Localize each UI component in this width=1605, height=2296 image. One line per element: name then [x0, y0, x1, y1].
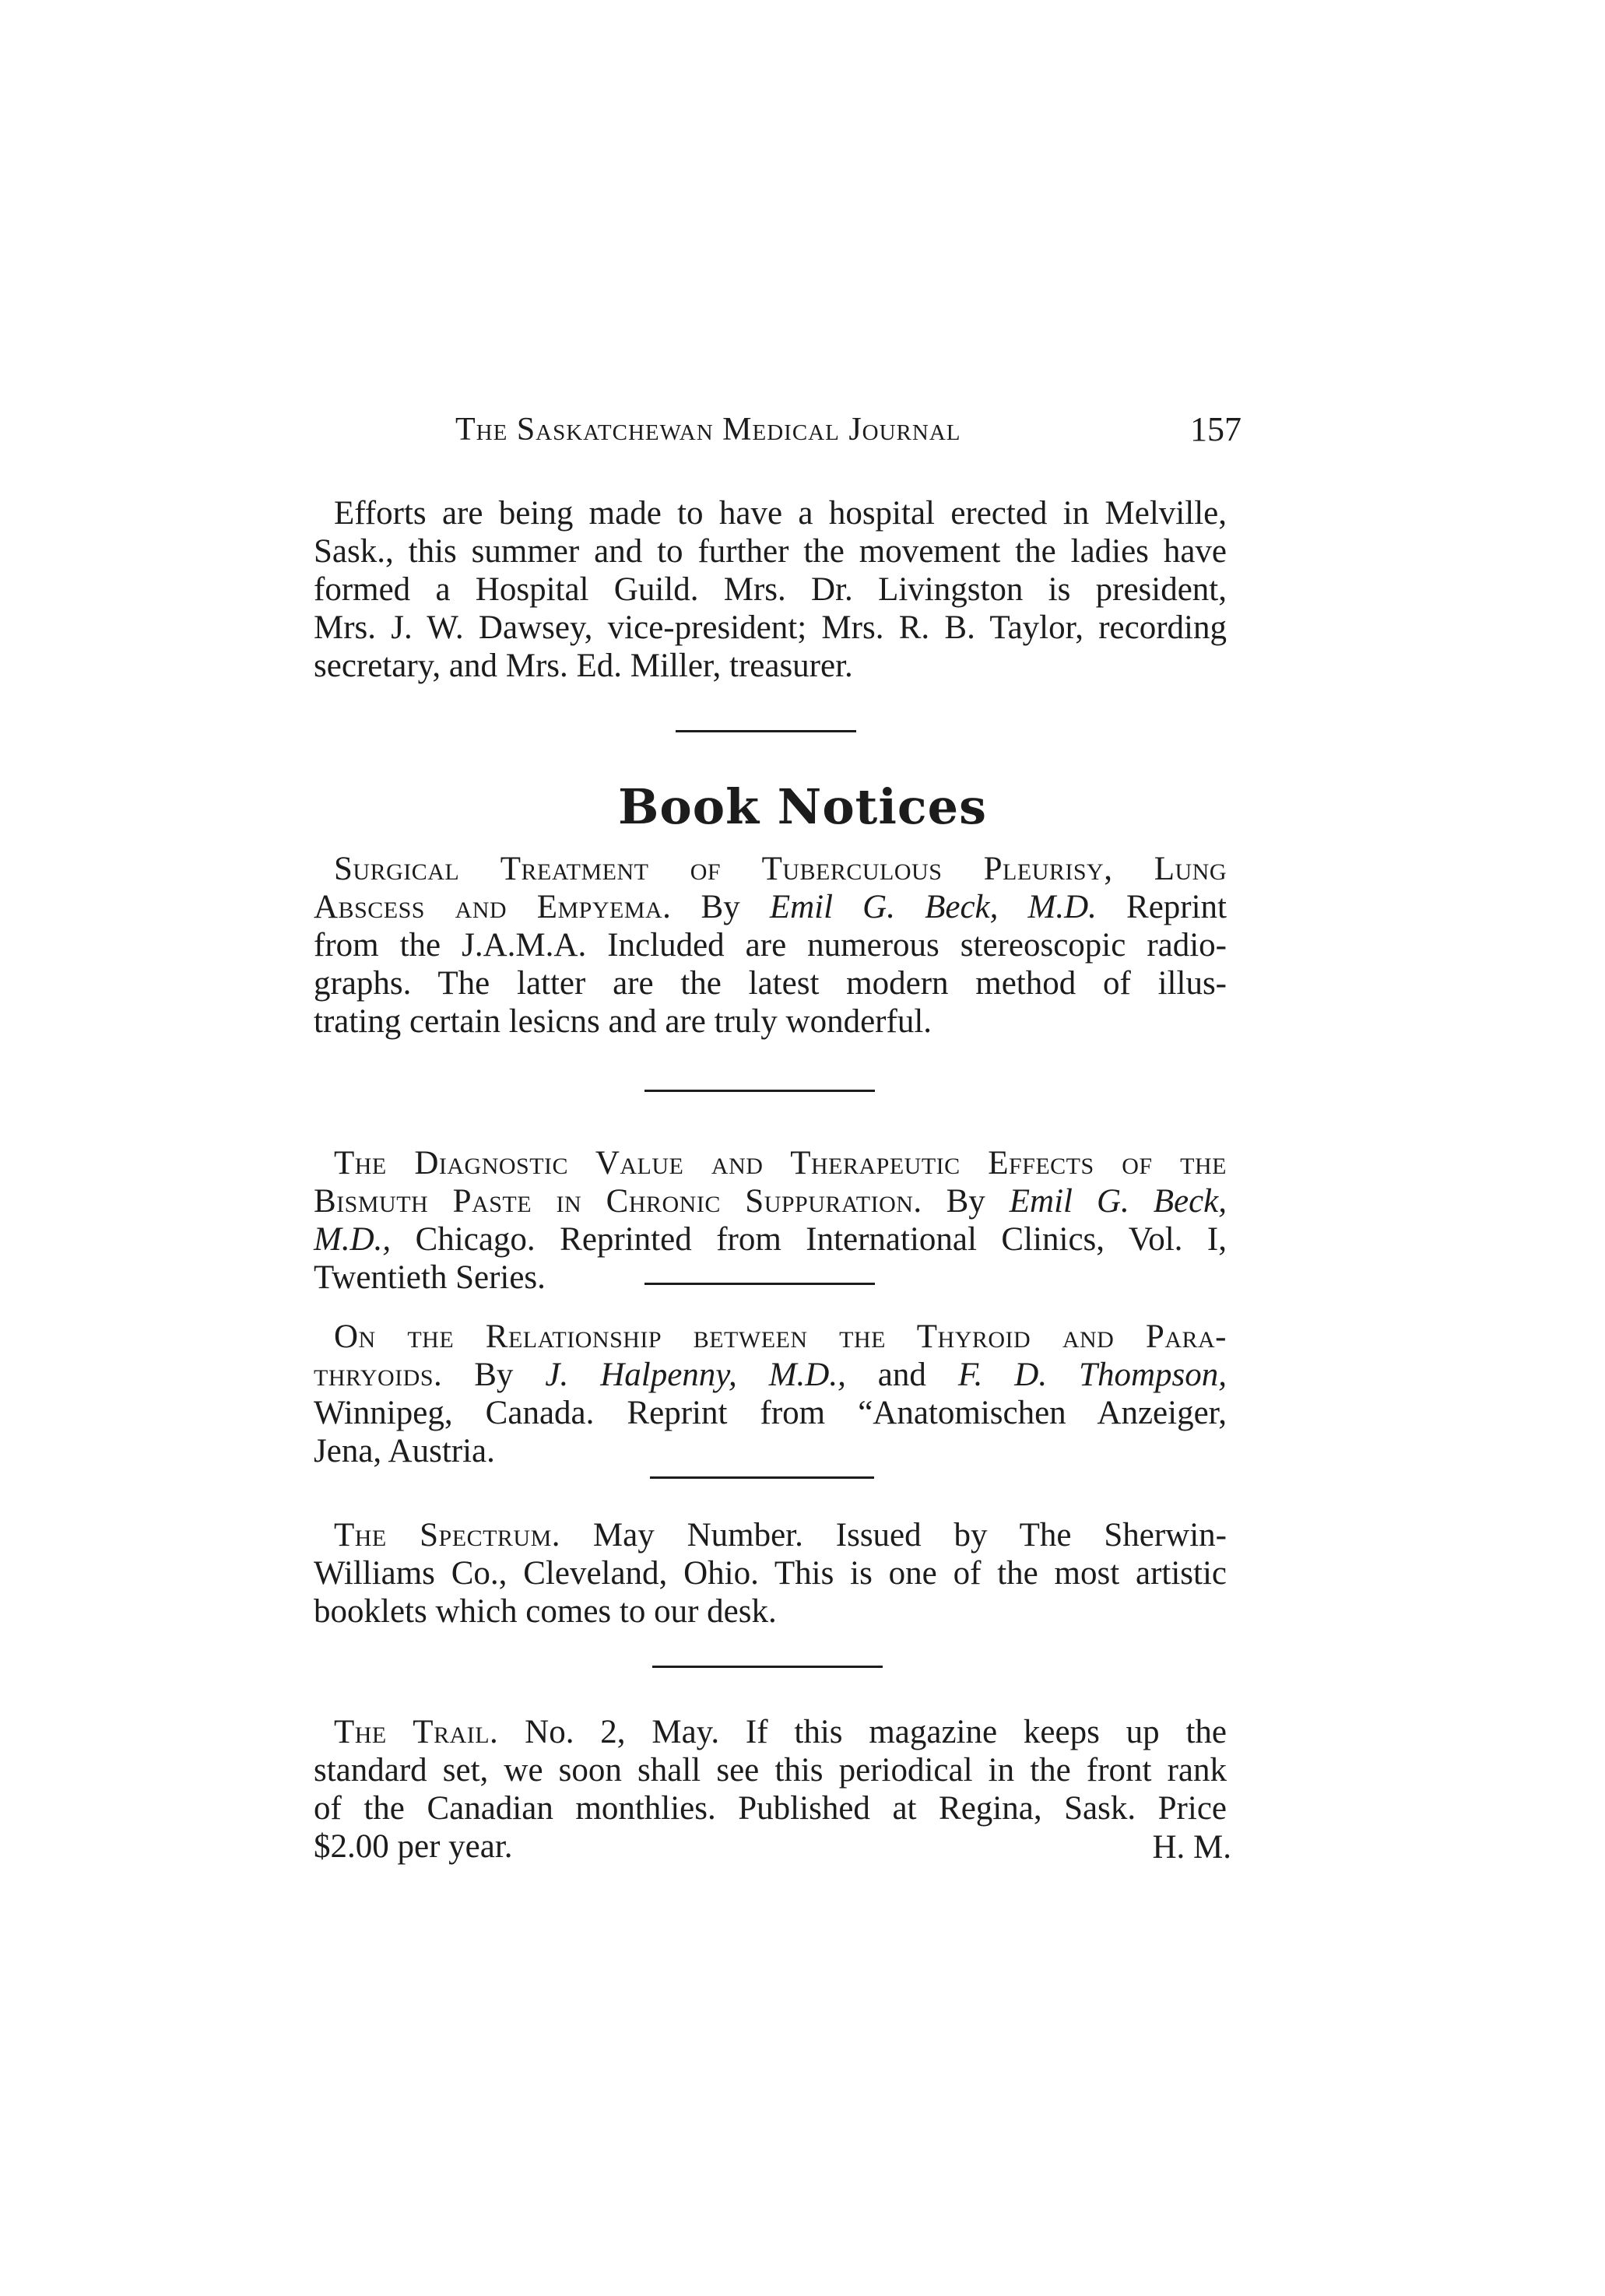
text-span: No. 2, May. If this magazine keeps up the — [525, 1714, 1227, 1750]
notice-title: thryoids. — [314, 1357, 443, 1393]
notice-title: Abscess and Empyema. — [314, 889, 672, 925]
text-line: Sask., this summer and to further the movement the ladies have — [314, 533, 1227, 570]
author-name: Emil G. Beck, — [1009, 1183, 1227, 1220]
author-name: F. D. Thompson, — [957, 1357, 1227, 1393]
text-line: Williams Co., Cleveland, Ohio. This is one of the most artistic — [314, 1555, 1227, 1592]
text-line: booklets which comes to our desk. — [314, 1593, 777, 1630]
separator-rule — [650, 1476, 874, 1479]
text-line: formed a Hospital Guild. Mrs. Dr. Livingston is president, — [314, 571, 1227, 608]
notice-title-line — [314, 850, 1227, 888]
notice-title: Bismuth Paste in Chronic Suppuration. — [314, 1183, 922, 1220]
separator-rule — [652, 1666, 883, 1668]
text-line: Efforts are being made to have a hospital erected in Melville, — [334, 495, 1227, 532]
text-line — [314, 1516, 1227, 1554]
text-span: Reprint — [1126, 889, 1227, 925]
text-line — [314, 1356, 1227, 1394]
notice-title: The Spectrum. — [334, 1517, 560, 1553]
book-notice-2 — [314, 1144, 1227, 1297]
book-notice-4 — [314, 1516, 1227, 1631]
by-word: By — [474, 1357, 514, 1393]
text-line: trating certain lesicns and are truly wonderful. — [314, 1003, 932, 1040]
notice-title: On the Relationship between the Thyroid and Para- — [334, 1318, 1227, 1355]
notice-title: Surgical Treatment of Tuberculous Pleurisy, Lung — [334, 851, 1227, 887]
text-line: from the J.A.M.A. Included are numerous stereoscopic radio- — [314, 927, 1227, 964]
by-word: By — [946, 1183, 985, 1220]
text-line: of the Canadian monthlies. Published at Regina, Sask. Price — [314, 1790, 1227, 1827]
notice-title: The Diagnostic Value and Therapeutic Effects of the — [334, 1145, 1227, 1181]
text-span: May Number. Issued by The Sherwin- — [592, 1517, 1227, 1553]
separator-rule — [644, 1283, 875, 1285]
text-line: Mrs. J. W. Dawsey, vice-president; Mrs. R. B. Taylor, recording — [314, 609, 1227, 646]
text-line — [314, 1220, 1227, 1259]
text-line: graphs. The latter are the latest modern method of illus- — [314, 965, 1227, 1002]
author-name: Emil G. Beck, M.D. — [769, 889, 1097, 925]
intro-paragraph — [314, 494, 1227, 685]
text-line — [314, 1713, 1227, 1751]
text-line: $2.00 per year. — [314, 1828, 513, 1865]
text-line: Jena, Austria. — [314, 1433, 495, 1469]
section-heading: Book Notices — [618, 778, 987, 835]
running-head — [455, 411, 1242, 458]
signature-initials: H. M. — [1152, 1829, 1231, 1866]
author-name: M.D., — [314, 1221, 392, 1258]
separator-rule — [676, 730, 856, 732]
journal-title: The Saskatchewan Medical Journal — [455, 412, 961, 448]
text-line: Twentieth Series. — [314, 1259, 546, 1296]
notice-title: The Trail. — [334, 1714, 499, 1750]
page-number: 157 — [1190, 410, 1242, 448]
text-span: and — [877, 1357, 926, 1393]
separator-rule — [644, 1090, 875, 1092]
text-line — [314, 1144, 1227, 1182]
text-line: standard set, we soon shall see this periodical in the front rank — [314, 1752, 1227, 1789]
text-line: secretary, and Mrs. Ed. Miller, treasurer. — [314, 648, 853, 684]
text-line — [314, 1182, 1227, 1220]
book-notice-3 — [314, 1318, 1227, 1470]
text-line: Winnipeg, Canada. Reprint from “Anatomischen Anzeiger, — [314, 1395, 1227, 1431]
book-notice-1 — [314, 850, 1227, 1041]
book-notice-5 — [314, 1713, 1227, 1866]
text-line — [314, 1318, 1227, 1356]
text-span: Chicago. Reprinted from International Clinics, Vol. I, — [415, 1221, 1227, 1258]
text-line — [314, 888, 1227, 926]
author-name: J. Halpenny, M.D., — [545, 1357, 846, 1393]
by-word: By — [701, 889, 740, 925]
